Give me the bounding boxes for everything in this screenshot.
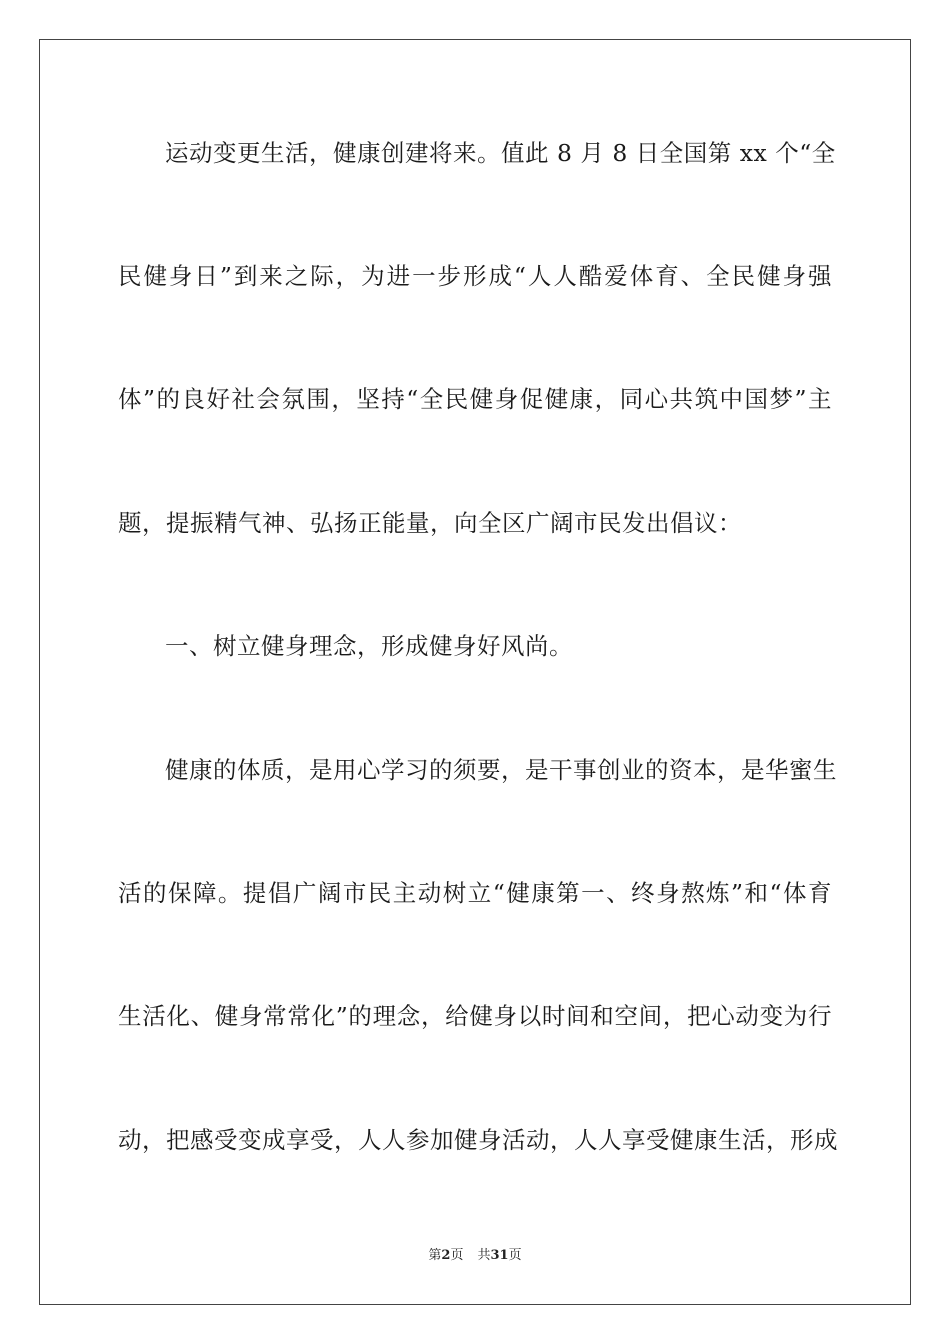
total-label-suffix: 页 bbox=[508, 1248, 522, 1263]
paragraph-line-1: 运动变更生活，健康创建将来。值此 8 月 8 日全国第 xx 个“全 bbox=[165, 139, 836, 167]
total-pages: 31 bbox=[490, 1248, 509, 1263]
page-footer bbox=[0, 1246, 950, 1266]
paragraph-line-6: 健康的体质，是用心学习的须要，是干事创业的资本，是华蜜生 bbox=[165, 756, 837, 784]
paragraph-line-8: 生活化、健身常常化”的理念，给健身以时间和空间，把心动变为行 bbox=[118, 1002, 832, 1030]
page-frame bbox=[39, 39, 911, 1305]
page-label-prefix: 第 bbox=[428, 1248, 442, 1263]
paragraph-line-4: 题，提振精气神、弘扬正能量，向全区广阔市民发出倡议： bbox=[118, 509, 742, 537]
paragraph-line-3: 体”的良好社会氛围，坚持“全民健身促健康，同心共筑中国梦”主 bbox=[118, 385, 832, 413]
paragraph-line-2: 民健身日”到来之际，为进一步形成“人人酷爱体育、全民健身强 bbox=[118, 262, 832, 290]
page-number: 2 bbox=[441, 1248, 451, 1263]
section-heading-1: 一、树立健身理念，形成健身好风尚。 bbox=[165, 632, 573, 660]
total-label-prefix: 共 bbox=[477, 1248, 491, 1263]
page-label-suffix: 页 bbox=[450, 1248, 464, 1263]
paragraph-line-9: 动，把感受变成享受，人人参加健身活动，人人享受健康生活，形成 bbox=[118, 1126, 838, 1154]
paragraph-line-7: 活的保障。提倡广阔市民主动树立“健康第一、终身熬炼”和“体育 bbox=[118, 879, 832, 907]
